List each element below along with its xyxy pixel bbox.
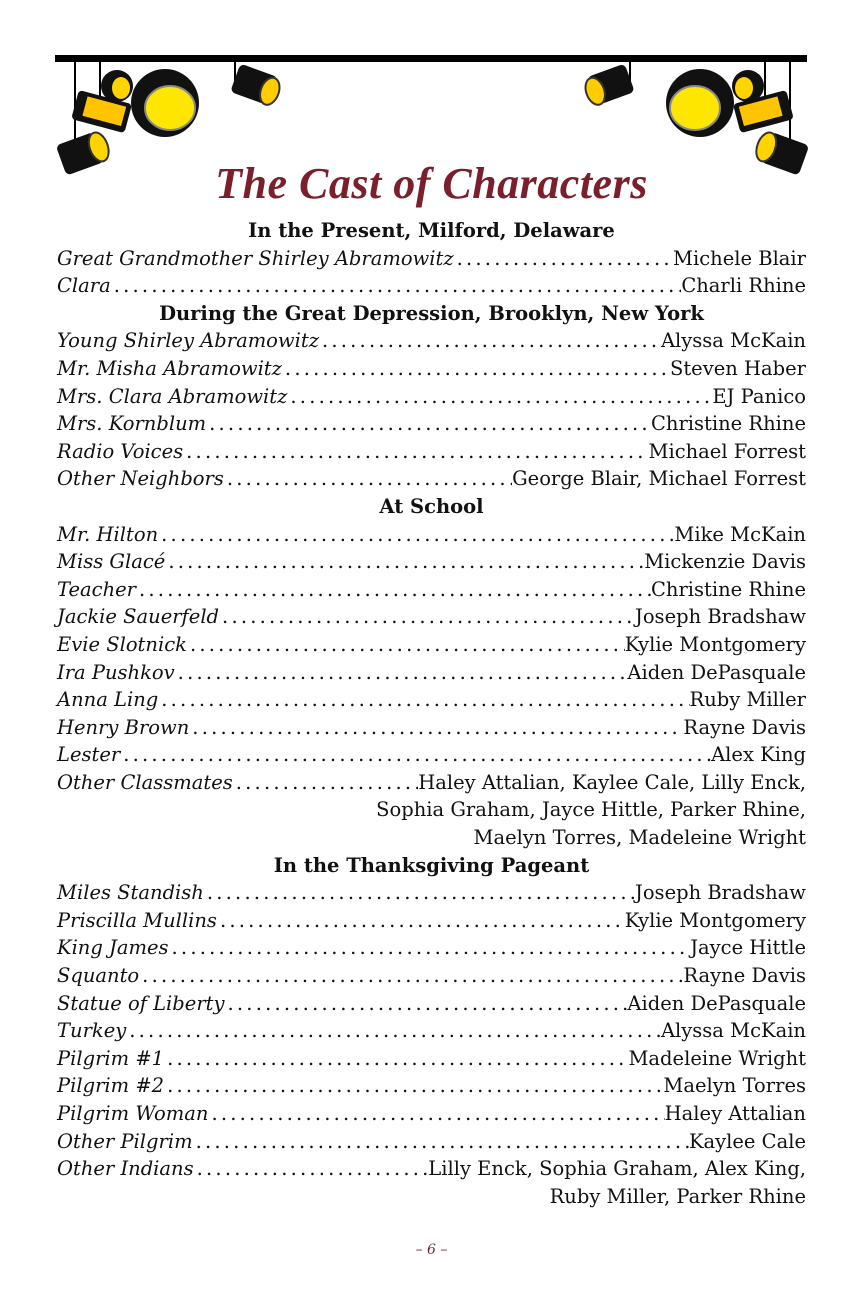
cast-section (57, 852, 806, 1211)
actor-name: Haley Attalian (664, 1102, 806, 1125)
actor-name: Steven Haber (669, 356, 806, 380)
dot-leader (224, 465, 512, 493)
dot-leader (194, 1155, 429, 1183)
character-name: Mrs. Kornblum (57, 412, 207, 436)
cast-section (57, 217, 806, 300)
character-name: Anna Ling (57, 688, 159, 712)
actor-name: Kylie Montgomery (624, 632, 806, 656)
character-name: Miss Glacé (57, 550, 166, 574)
dot-leader (287, 383, 712, 411)
cast-row (57, 327, 806, 355)
actor-name: Aiden DePasquale (627, 660, 806, 684)
actor-name: Joseph Bradshaw (635, 605, 806, 629)
character-name: Pilgrim #2 (57, 1074, 165, 1098)
actor-name: Christine Rhine (651, 577, 806, 601)
actor-name: Rayne Davis (683, 964, 806, 988)
cast-row (57, 769, 806, 797)
actor-name: Charli Rhine (681, 274, 806, 298)
character-name: Great Grandmother Shirley Abramowitz (57, 246, 454, 270)
page-title: The Cast of Characters (215, 159, 648, 208)
character-name: Other Pilgrim (57, 1129, 193, 1153)
actor-name: Alyssa McKain (660, 329, 806, 353)
dot-leader (454, 245, 673, 273)
actor-name: Alyssa McKain (660, 1019, 806, 1043)
cast-row (57, 548, 806, 576)
dot-leader (158, 521, 674, 549)
cast-row (57, 603, 806, 631)
dot-leader (158, 686, 689, 714)
cast-row (57, 465, 806, 493)
dot-leader (233, 769, 418, 797)
character-name: Jackie Sauerfeld (57, 605, 220, 629)
dot-leader (208, 1100, 664, 1128)
section-heading: During the Great Depression, Brooklyn, New York (159, 301, 704, 325)
character-name: Evie Slotnick (57, 632, 187, 656)
cast-row (57, 245, 806, 273)
actor-name: Alex King (711, 743, 806, 767)
cast-row (57, 576, 806, 604)
actor-name: Rayne Davis (683, 715, 806, 739)
dot-leader (217, 907, 625, 935)
dot-leader (169, 934, 691, 962)
dot-leader (319, 327, 661, 355)
dot-leader (111, 272, 682, 300)
actor-name: Joseph Bradshaw (635, 881, 806, 905)
character-name: Mr. Hilton (57, 522, 159, 546)
cast-row (57, 1100, 806, 1128)
cast-row (57, 410, 806, 438)
cast-row (57, 714, 806, 742)
character-name: Priscilla Mullins (57, 908, 217, 932)
cast-row (57, 686, 806, 714)
character-name: Turkey (57, 1019, 127, 1043)
section-heading: At School (379, 494, 484, 518)
cast-row (57, 1155, 806, 1183)
dot-leader (139, 962, 683, 990)
actor-name: Ruby Miller (689, 688, 806, 712)
actor-name: Maelyn Torres (663, 1074, 806, 1098)
page-number: – 6 – (415, 1242, 448, 1258)
cast-row (57, 355, 806, 383)
dot-leader (164, 1045, 628, 1073)
dot-leader (206, 410, 651, 438)
dot-leader (282, 355, 670, 383)
actor-name: Michael Forrest (648, 439, 806, 463)
dot-leader (136, 576, 651, 604)
character-name: Other Indians (57, 1157, 194, 1181)
dot-leader (225, 990, 628, 1018)
character-name: Mr. Misha Abramowitz (57, 356, 282, 380)
character-name: King James (57, 936, 169, 960)
actor-name-continued: Sophia Graham, Jayce Hittle, Parker Rhine, (376, 798, 806, 822)
character-name: Teacher (57, 577, 136, 601)
actor-name: George Blair, Michael Forrest (512, 467, 806, 491)
character-name: Miles Standish (57, 881, 204, 905)
actor-name: Kaylee Cale (688, 1129, 806, 1153)
cast-row (57, 934, 806, 962)
cast-row (57, 272, 806, 300)
actor-name: Mickenzie Davis (644, 550, 806, 574)
actor-name-continued: Ruby Miller, Parker Rhine (549, 1184, 806, 1208)
cast-row (57, 659, 806, 687)
character-name: Pilgrim #1 (57, 1046, 165, 1070)
character-name: Other Neighbors (57, 467, 224, 491)
cast-list (57, 217, 806, 1210)
cast-row (57, 962, 806, 990)
cast-row (57, 1072, 806, 1100)
actor-name: Michele Blair (673, 246, 806, 270)
character-name: Ira Pushkov (57, 660, 175, 684)
cast-row (57, 1017, 806, 1045)
character-name: Statue of Liberty (57, 991, 225, 1015)
cast-row (57, 521, 806, 549)
cast-row (57, 907, 806, 935)
actor-name: Madeleine Wright (628, 1046, 806, 1070)
actor-name: EJ Panico (712, 384, 806, 408)
actor-name: Lilly Enck, Sophia Graham, Alex King, (428, 1157, 806, 1181)
cast-row (57, 990, 806, 1018)
character-name: Squanto (57, 964, 140, 988)
actor-name: Kylie Montgomery (624, 908, 806, 932)
cast-section (57, 493, 806, 852)
dot-leader (164, 1072, 663, 1100)
cast-row (57, 383, 806, 411)
character-name: Henry Brown (57, 715, 190, 739)
cast-section (57, 300, 806, 493)
dot-leader (120, 741, 711, 769)
dot-leader (165, 548, 644, 576)
cast-row (57, 741, 806, 769)
cast-row (57, 438, 806, 466)
cast-row (57, 879, 806, 907)
dot-leader (204, 879, 635, 907)
dot-leader (193, 1128, 689, 1156)
actor-name-continued: Maelyn Torres, Madeleine Wright (473, 826, 806, 850)
section-heading: In the Thanksgiving Pageant (273, 853, 590, 877)
actor-name: Jayce Hittle (690, 936, 806, 960)
dot-leader (187, 631, 625, 659)
dot-leader (183, 438, 648, 466)
character-name: Lester (57, 743, 121, 767)
section-heading: In the Present, Milford, Delaware (248, 219, 615, 242)
character-name: Clara (57, 274, 111, 298)
character-name: Other Classmates (57, 770, 233, 794)
dot-leader (175, 659, 628, 687)
dot-leader (126, 1017, 661, 1045)
cast-row (57, 1128, 806, 1156)
actor-name: Christine Rhine (651, 412, 806, 436)
character-name: Pilgrim Woman (57, 1102, 209, 1125)
cast-row (57, 631, 806, 659)
actor-name: Mike McKain (674, 522, 806, 546)
cast-row (57, 1045, 806, 1073)
dot-leader (189, 714, 683, 742)
character-name: Radio Voices (57, 439, 184, 463)
actor-name: Haley Attalian, Kaylee Cale, Lilly Enck, (418, 770, 806, 794)
character-name: Mrs. Clara Abramowitz (57, 384, 288, 408)
dot-leader (219, 603, 635, 631)
actor-name: Aiden DePasquale (627, 991, 806, 1015)
character-name: Young Shirley Abramowitz (57, 329, 319, 353)
